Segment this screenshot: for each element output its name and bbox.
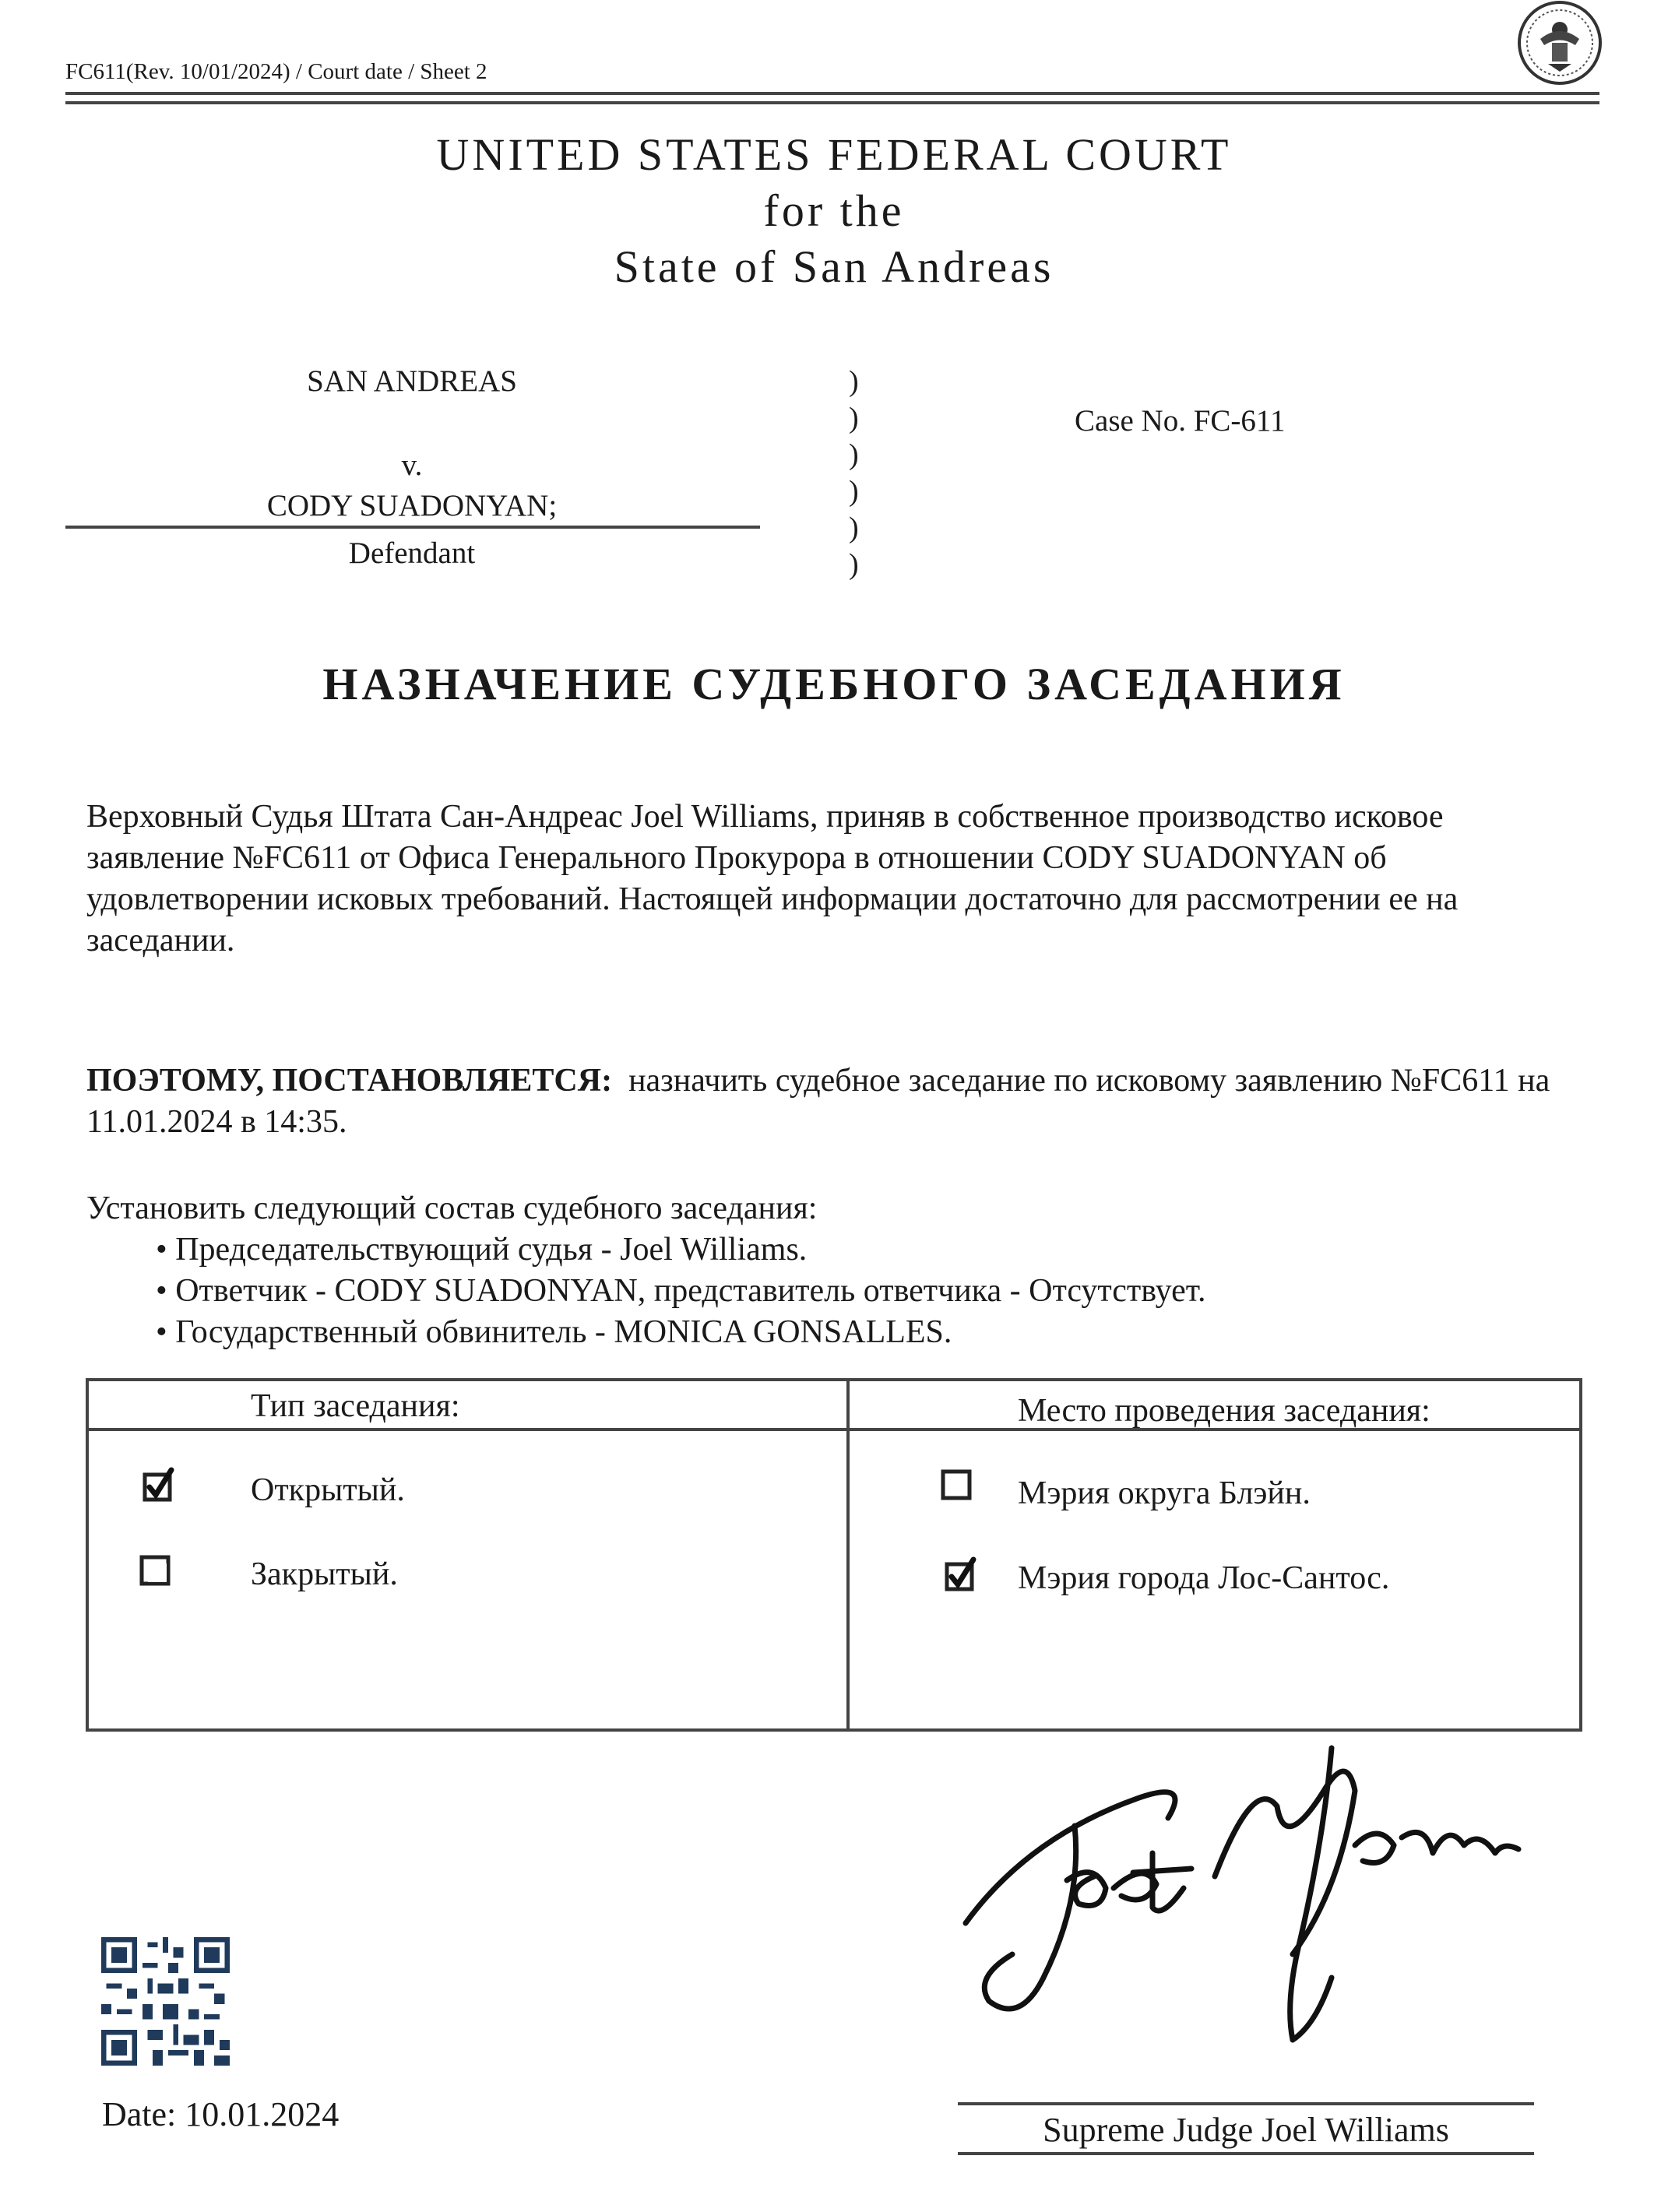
order-paragraph [86, 1060, 1589, 1143]
qr-code-icon [101, 1937, 230, 2066]
signature-rule-top [958, 2102, 1534, 2105]
checkbox-unchecked-icon[interactable] [938, 1464, 979, 1504]
caption-paren: ) [849, 402, 859, 434]
place-header: Место проведения заседания: [1018, 1393, 1430, 1429]
signature-rule-bottom [958, 2152, 1534, 2155]
intro-paragraph: Верховный Судья Штата Сан-Андреас Joel Williams, приняв в собственное производство исковое заявление №FC611 от Офиса Генерального Прокурора в отношении CODY SUADONYAN об удовлетворении исковых требований. Настоящей информации достаточно для рассмотрении ее на заседании. [86, 799, 1459, 958]
list-item: • Ответчик - CODY SUADONYAN, представитель ответчика - Отсутствует. [156, 1273, 1206, 1309]
caption-rule [65, 526, 760, 529]
type-header: Тип заседания: [251, 1388, 460, 1424]
judge-signature-icon [958, 1744, 1534, 2071]
order-label: ПОЭТОМУ, ПОСТАНОВЛЯЕТСЯ: [86, 1063, 613, 1099]
caption-paren: ) [849, 512, 859, 544]
caption-paren: ) [849, 438, 859, 471]
court-seal-icon [1517, 0, 1603, 86]
defendant-name: CODY SUADONYAN; [266, 489, 558, 522]
session-table [86, 1378, 1582, 1732]
checkbox-unchecked-icon[interactable] [137, 1549, 178, 1590]
versus-label: v. [401, 448, 423, 482]
header-rule-bottom [65, 101, 1599, 104]
document-title: НАЗНАЧЕНИЕ СУДЕБНОГО ЗАСЕДАНИЯ [322, 659, 1346, 709]
plaintiff-name: SAN ANDREAS [307, 364, 517, 398]
caption-paren: ) [849, 365, 859, 398]
court-name: UNITED STATES FEDERAL COURT [436, 129, 1232, 180]
case-number: Case No. FC-611 [1075, 404, 1286, 438]
list-item: • Председательствующий судья - Joel Williams. [156, 1232, 808, 1268]
type-open-label: Открытый. [251, 1472, 405, 1508]
form-identifier: FC611(Rev. 10/01/2024) / Court date / Sheet 2 [65, 59, 487, 84]
caption-paren: ) [849, 548, 859, 581]
defendant-role: Defendant [348, 536, 476, 570]
judge-title: Supreme Judge Joel Williams [1043, 2111, 1449, 2149]
checkbox-checked-icon[interactable] [140, 1464, 181, 1504]
order-text: назначить судебное заседание по исковому заявлению №FC611 на 11.01.2024 в 14:35. [86, 1063, 1550, 1140]
caption-paren: ) [849, 475, 859, 508]
place-blaine-label: Мэрия округа Блэйн. [1018, 1475, 1311, 1511]
table-column-divider [846, 1378, 850, 1732]
list-item: • Государственный обвинитель - MONICA GONSALLES. [156, 1314, 952, 1350]
court-for-the: for the [763, 185, 905, 236]
court-state: State of San Andreas [614, 241, 1054, 292]
document-date: Date: 10.01.2024 [102, 2095, 340, 2133]
header-rule-top [65, 92, 1599, 95]
composition-intro: Установить следующий состав судебного заседания: [86, 1190, 818, 1226]
type-closed-label: Закрытый. [251, 1556, 398, 1592]
checkbox-checked-icon[interactable] [942, 1553, 983, 1594]
place-los-santos-label: Мэрия города Лос-Сантос. [1018, 1560, 1390, 1596]
